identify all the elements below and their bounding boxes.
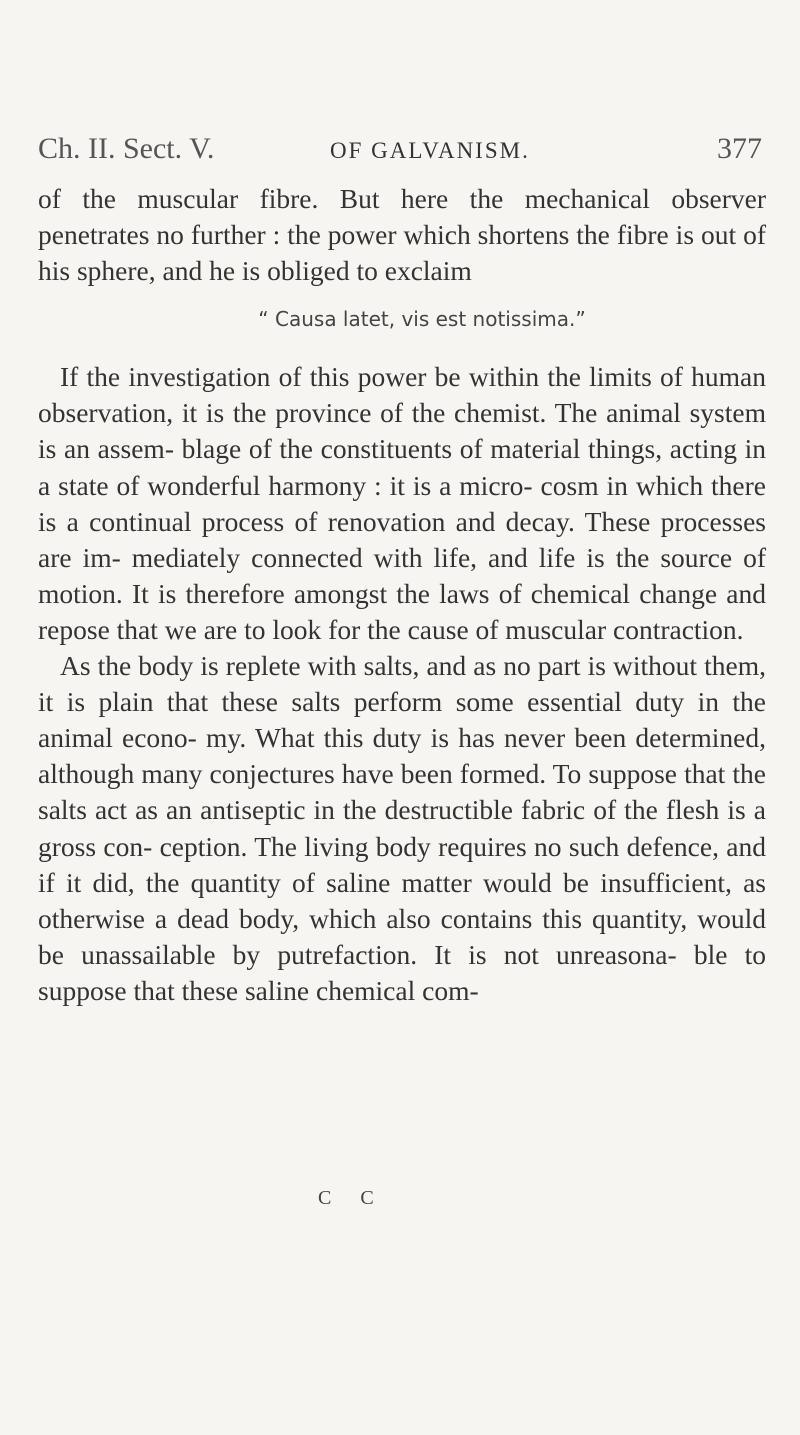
latin-quotation: “ Causa latet, vis est notissima.” [258, 307, 586, 332]
page-body [38, 181, 766, 1009]
paragraph-3: As the body is replete with salts, and as no part is without them, it is plain that these salts perform some essential duty in the animal econo- my. What this duty is has never been determined, although many conjectures have been formed. To suppose that the salts act as an antiseptic in the destructible fabric of the flesh is a gross con- ception. The living body requires no such defence, and if it did, the quantity of saline matter would be insufficient, as otherwise a dead body, which also contains this quantity, would be unassailable by putrefaction. It is not unreasona- ble to suppose that these saline chemical com- [38, 650, 766, 1006]
page-number: 377 [717, 132, 762, 165]
paragraph-1: of the muscular fibre. But here the mechanical observer penetrates no further : the power which shortens the fibre is out of his sphere, and he is obliged to exclaim [38, 183, 766, 287]
chapter-section-label: Ch. II. Sect. V. [38, 132, 215, 165]
printer-signature-mark: C C [318, 1187, 386, 1209]
running-header [38, 132, 762, 172]
running-title: OF GALVANISM. [330, 138, 530, 163]
paragraph-2: If the investigation of this power be within the limits of human observation, it is the province of the chemist. The animal system is an assem- blage of the constituents of material things, acting in a state of wonderful harmony : it is a micro- cosm in which there is a continual process of renovation and decay. These processes are im- mediately connected with life, and life is the source of motion. It is therefore amongst the laws of chemical change and repose that we are to look for the cause of muscular contraction. [38, 361, 766, 645]
